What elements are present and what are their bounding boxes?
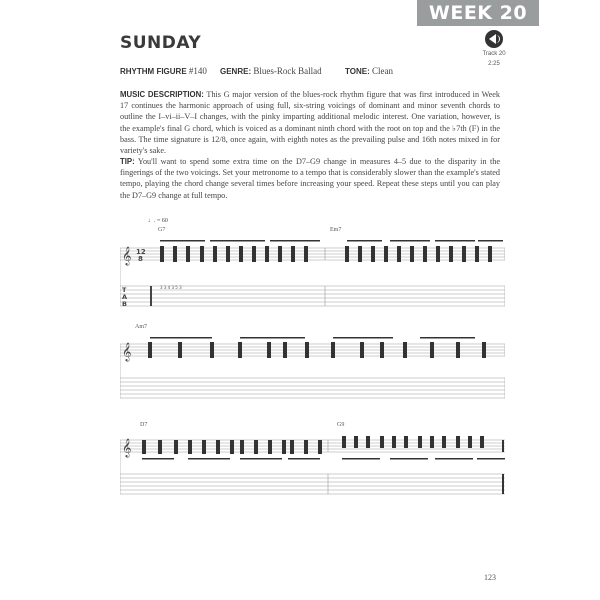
tone-label: TONE: xyxy=(345,67,370,76)
rhythm-figure-label: RHYTHM FIGURE xyxy=(120,67,187,76)
rhythm-figure xyxy=(120,66,207,76)
svg-text:𝄞: 𝄞 xyxy=(122,342,132,361)
music-description-text: This G major version of the blues-rock rhythm figure that was first introduced in Week 17 continues the harmonic approach of using full, six-string voicings of dominant and minor seventh chords to outline the I–vi–ii–V–I changes, with the pinky imparting additional melodic interest. One variation, however, is the example's final G chord, which is voiced as a dominant ninth chord with the root on top and the ♭7th (F) in the bass. The time signature is 12/8, once again, with eighth notes as the prevailing pulse and 16th notes mixed in for variety's sake. xyxy=(120,90,501,156)
page-title: SUNDAY xyxy=(120,33,202,53)
svg-text:𝄞: 𝄞 xyxy=(122,438,132,457)
chord-name: D7 xyxy=(140,422,148,428)
audio-track[interactable] xyxy=(474,30,514,68)
svg-text:B: B xyxy=(122,300,127,308)
staff-and-tab-icon xyxy=(120,218,505,318)
week-badge: WEEK 20 xyxy=(417,0,539,26)
tone-value: Clean xyxy=(372,66,393,76)
svg-text:A: A xyxy=(122,293,128,301)
chord-name: Am7 xyxy=(135,324,147,330)
track-number: Track 20 xyxy=(482,51,506,57)
staff-and-tab-icon xyxy=(120,322,505,412)
tone xyxy=(345,66,393,76)
svg-text:3 3 4 3 5 3: 3 3 4 3 5 3 xyxy=(160,285,182,290)
tempo-marking: ♩. = 60 xyxy=(148,218,168,224)
page-number: 123 xyxy=(484,573,496,582)
chord-name: Em7 xyxy=(330,227,342,233)
tip xyxy=(120,156,500,201)
notation-system-1 xyxy=(120,218,505,318)
speaker-icon[interactable] xyxy=(485,30,503,48)
staff-and-tab-icon xyxy=(120,418,505,508)
notation-system-2 xyxy=(120,322,505,412)
tip-text: You'll want to spend some extra time on the D7–G9 change in measures 4–5 due to the disparity in the fingerings of the two voicings. Set your metronome to a tempo that is considerably slower than the example's stated tempo, playing the chord change several times before increasing your speed. Repeat these steps until you can play the D7–G9 change at full tempo. xyxy=(120,157,500,200)
notation-system-3 xyxy=(120,418,505,508)
genre-value: Blues-Rock Ballad xyxy=(253,66,322,76)
chord-name: G7 xyxy=(158,227,166,233)
svg-text:𝄞: 𝄞 xyxy=(122,246,132,265)
music-description-label: MUSIC DESCRIPTION: xyxy=(120,90,204,99)
svg-text:8: 8 xyxy=(138,255,143,263)
svg-text:12: 12 xyxy=(136,248,146,256)
rhythm-figure-value: #140 xyxy=(188,66,207,76)
genre-label: GENRE: xyxy=(220,67,252,76)
svg-text:T: T xyxy=(122,286,127,294)
genre xyxy=(220,66,322,76)
music-description xyxy=(120,89,500,156)
tip-label: TIP: xyxy=(120,157,135,166)
chord-name: G9 xyxy=(337,422,345,428)
track-duration: 2:25 xyxy=(488,61,500,67)
